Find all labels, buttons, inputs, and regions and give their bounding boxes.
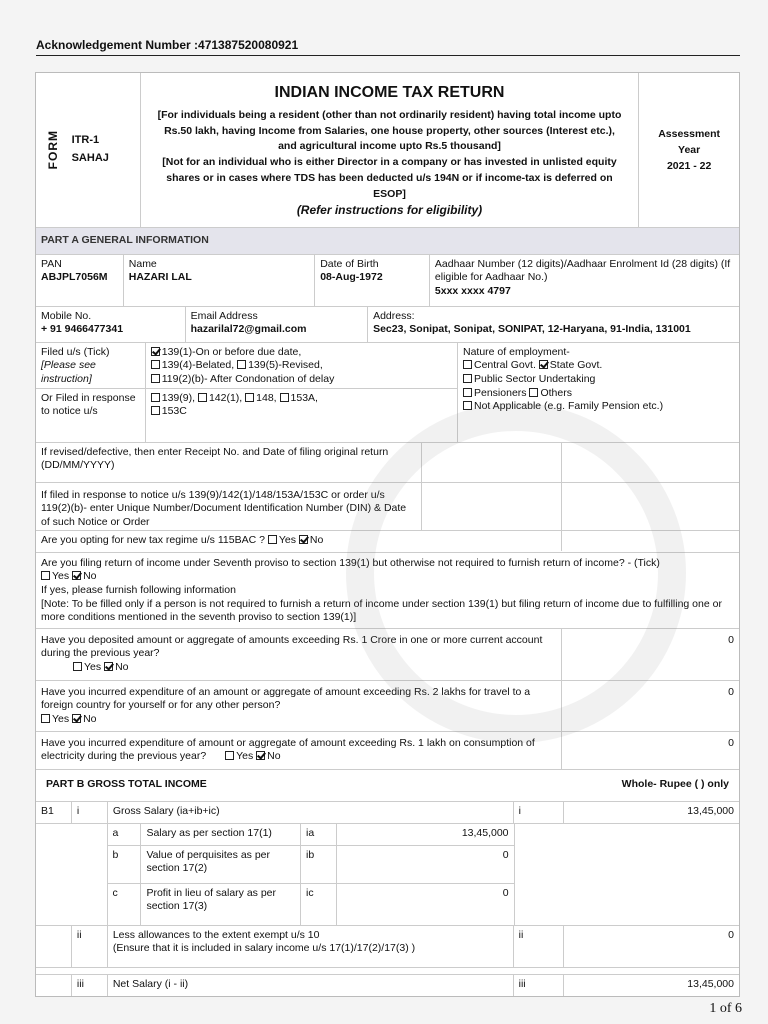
pan-value: ABJPL7056M bbox=[41, 271, 108, 284]
form-title: INDIAN INCOME TAX RETURN bbox=[274, 84, 505, 101]
yes-label: Yes bbox=[84, 660, 102, 673]
seventh-proviso-row bbox=[36, 553, 739, 629]
aadhaar-value: 5xxx xxxx 4797 bbox=[434, 284, 511, 297]
perquisites-value: 0 bbox=[502, 848, 509, 861]
seventh-no-checkbox[interactable] bbox=[72, 571, 81, 580]
travel-row bbox=[36, 681, 739, 732]
employment-label: Nature of employment- bbox=[463, 345, 570, 358]
mobile-label: Mobile No. bbox=[41, 309, 92, 322]
electricity-no-checkbox[interactable] bbox=[256, 751, 265, 760]
opt-label: 139(9), bbox=[161, 391, 196, 404]
no-label: No bbox=[83, 712, 97, 725]
notice-question: If filed in response to notice u/s 139(9)/142(1)/148/153A/153C or order u/s 119(2)(b)- enter Unique Number/Document Identification Number (DIN) & Date of such Notice or Order bbox=[36, 483, 422, 530]
deposit-amount: 0 bbox=[728, 633, 734, 646]
opt-label: Central Govt. bbox=[474, 359, 536, 372]
perquisites-label: Value of perquisites as per section 17(2) bbox=[141, 846, 301, 883]
row-roman: iii bbox=[72, 975, 108, 996]
checkbox-153a[interactable] bbox=[280, 393, 289, 402]
opt-label: Public Sector Undertaking bbox=[474, 372, 596, 385]
filed-label: Filed u/s (Tick) bbox=[41, 345, 110, 358]
seventh-question: Are you filing return of income under Seventh proviso to section 139(1) but otherwise not required to furnish return of income? - (Tick) bbox=[41, 556, 660, 569]
checkbox-psu[interactable] bbox=[463, 374, 472, 383]
address-value: Sec23, Sonipat, Sonipat, SONIPAT, 12-Haryana, 91-India, 131001 bbox=[373, 323, 691, 336]
notice-label: Or Filed in response to notice u/s bbox=[36, 389, 146, 442]
b1-code: B1 bbox=[36, 802, 72, 823]
name-value: HAZARI LAL bbox=[128, 271, 192, 284]
travel-no-checkbox[interactable] bbox=[72, 714, 81, 723]
deposit-yes-checkbox[interactable] bbox=[73, 662, 82, 671]
gross-salary-value: 13,45,000 bbox=[687, 804, 734, 817]
allowances-value: 0 bbox=[728, 928, 734, 941]
sub-b: b bbox=[108, 846, 142, 883]
row-roman: i bbox=[72, 802, 108, 823]
no-label: No bbox=[83, 570, 97, 583]
opt-label: 119(2)(b)- After Condonation of delay bbox=[161, 372, 335, 385]
regime-row bbox=[36, 531, 739, 553]
divider bbox=[36, 55, 740, 56]
opt-label: Not Applicable (e.g. Family Pension etc.) bbox=[474, 400, 664, 413]
title-row bbox=[36, 73, 739, 228]
allowances-note: (Ensure that it is included in salary income u/s 17(1)/17(2)/17(3) ) bbox=[112, 942, 416, 955]
itr-form bbox=[35, 72, 740, 997]
code-ic: ic bbox=[301, 884, 337, 925]
receipt-no-field[interactable] bbox=[422, 443, 563, 482]
checkbox-139-4[interactable] bbox=[151, 360, 160, 369]
ay-label-1: Assessment bbox=[658, 127, 721, 140]
allowances-label: Less allowances to the extent exempt u/s 10 bbox=[112, 928, 320, 941]
name-label: Name bbox=[128, 257, 157, 270]
travel-yes-checkbox[interactable] bbox=[41, 714, 50, 723]
din-field[interactable] bbox=[422, 483, 563, 530]
regime-yes-checkbox[interactable] bbox=[268, 535, 277, 544]
deposit-question: Have you deposited amount or aggregate of amounts exceeding Rs. 1 Crore in one or more current account during the previous year? bbox=[41, 633, 543, 660]
net-salary-label: Net Salary (i - ii) bbox=[108, 975, 514, 996]
profit-lieu-value: 0 bbox=[502, 886, 509, 899]
regime-no-checkbox[interactable] bbox=[299, 535, 308, 544]
email-value: hazarilal72@gmail.com bbox=[190, 323, 307, 336]
b1-allowances-row bbox=[36, 926, 739, 968]
form-name: SAHAJ bbox=[71, 152, 109, 164]
row-code: ii bbox=[514, 926, 564, 967]
form-word: FORM bbox=[46, 130, 60, 170]
checkbox-139-1[interactable] bbox=[151, 347, 160, 356]
yes-label: Yes bbox=[278, 534, 296, 547]
opt-label: 139(5)-Revised, bbox=[248, 359, 323, 372]
ack-value: 471387520080921 bbox=[198, 38, 299, 52]
email-label: Email Address bbox=[190, 309, 258, 322]
regime-question: Are you opting for new tax regime u/s 115BAC ? bbox=[41, 534, 265, 547]
identity-row bbox=[36, 255, 739, 307]
mobile-value: + 91 9466477341 bbox=[41, 323, 124, 336]
sub-c: c bbox=[108, 884, 142, 925]
notice-row bbox=[36, 483, 739, 531]
b1-gross-row bbox=[36, 802, 739, 824]
contact-row bbox=[36, 307, 739, 343]
deposit-row bbox=[36, 629, 739, 681]
opt-label: Pensioners bbox=[474, 386, 527, 399]
deposit-no-checkbox[interactable] bbox=[104, 662, 113, 671]
opt-label: 139(4)-Belated, bbox=[161, 359, 235, 372]
opt-label: 153C bbox=[161, 405, 187, 418]
part-b-heading-row bbox=[36, 770, 739, 802]
checkbox-119-2b[interactable] bbox=[151, 374, 160, 383]
opt-label: 142(1), bbox=[208, 391, 243, 404]
checkbox-139-9[interactable] bbox=[151, 393, 160, 402]
salary-17-1-label: Salary as per section 17(1) bbox=[141, 824, 301, 845]
ay-label-2: Year bbox=[678, 143, 701, 156]
address-label: Address: bbox=[373, 309, 415, 322]
salary-17-1-value: 13,45,000 bbox=[461, 826, 509, 839]
page-number: 1 of 6 bbox=[709, 1001, 742, 1016]
opt-label: State Govt. bbox=[549, 359, 603, 372]
b1-net-salary-row bbox=[36, 974, 739, 996]
electricity-amount: 0 bbox=[728, 736, 734, 749]
assessment-year: 2021 - 22 bbox=[666, 160, 712, 173]
seventh-note: [Note: To be filled only if a person is not required to furnish a return of income under section 139(1) but filing return of income due to fulfilling one or more conditions mentioned in the seventh proviso to section 139(1)] bbox=[41, 597, 722, 624]
aadhaar-label: Aadhaar Number (12 digits)/Aadhaar Enrolment Id (28 digits) (If eligible for Aadhaar No.) bbox=[434, 257, 731, 284]
travel-amount: 0 bbox=[728, 685, 734, 698]
salary-breakup bbox=[36, 824, 739, 926]
form-code: ITR-1 bbox=[71, 134, 100, 147]
checkbox-148[interactable] bbox=[245, 393, 254, 402]
filed-note: [Please see instruction] bbox=[41, 359, 96, 385]
code-ib: ib bbox=[301, 846, 337, 883]
pan-label: PAN bbox=[41, 257, 62, 270]
profit-lieu-label: Profit in lieu of salary as per section 17(3) bbox=[141, 884, 301, 925]
opt-label: 153A, bbox=[290, 391, 318, 404]
gross-salary-label: Gross Salary (ia+ib+ic) bbox=[108, 802, 514, 823]
travel-question: Have you incurred expenditure of an amount or aggregate of amount exceeding Rs. 2 lakhs for travel to a foreign country for yourself or for any other person? bbox=[41, 685, 531, 712]
eligibility-note: (Refer instructions for eligibility) bbox=[296, 203, 483, 218]
acknowledgement-number bbox=[36, 38, 298, 54]
checkbox-central-govt[interactable] bbox=[463, 360, 472, 369]
yes-label: Yes bbox=[52, 570, 70, 583]
filing-date-field[interactable] bbox=[562, 443, 739, 482]
row-code: iii bbox=[514, 975, 564, 996]
no-label: No bbox=[115, 660, 129, 673]
opt-label: 148, bbox=[256, 391, 277, 404]
checkbox-pensioners[interactable] bbox=[463, 388, 472, 397]
checkbox-153c[interactable] bbox=[151, 406, 160, 415]
checkbox-139-5[interactable] bbox=[237, 360, 246, 369]
opt-label: 139(1)-On or before due date, bbox=[161, 345, 302, 358]
checkbox-not-applicable[interactable] bbox=[463, 401, 472, 410]
notice-date-field[interactable] bbox=[562, 483, 739, 530]
yes-label: Yes bbox=[52, 712, 70, 725]
checkbox-others[interactable] bbox=[529, 388, 538, 397]
no-label: No bbox=[267, 750, 281, 763]
no-label: No bbox=[309, 534, 324, 547]
net-salary-value: 13,45,000 bbox=[687, 977, 734, 990]
opt-label: Others bbox=[540, 386, 572, 399]
part-b-heading: PART B GROSS TOTAL INCOME bbox=[46, 778, 207, 791]
electricity-yes-checkbox[interactable] bbox=[225, 751, 234, 760]
filing-row bbox=[36, 343, 739, 443]
part-a-heading: PART A GENERAL INFORMATION bbox=[36, 228, 739, 255]
electricity-question: Have you incurred expenditure of amount or aggregate of amount exceeding Rs. 1 lakh on consumption of electricity during the previous year? bbox=[41, 736, 535, 763]
seventh-yes-checkbox[interactable] bbox=[41, 571, 50, 580]
electricity-row bbox=[36, 732, 739, 770]
rupee-unit: Whole- Rupee ( ) only bbox=[621, 778, 729, 791]
ack-label: Acknowledgement Number : bbox=[36, 38, 199, 52]
yes-label: Yes bbox=[236, 750, 254, 763]
row-roman: ii bbox=[72, 926, 108, 967]
dob-value: 08-Aug-1972 bbox=[320, 271, 383, 284]
dob-label: Date of Birth bbox=[320, 257, 379, 270]
row-code: i bbox=[514, 802, 564, 823]
revised-row bbox=[36, 443, 739, 483]
sub-a: a bbox=[108, 824, 142, 845]
checkbox-state-govt[interactable] bbox=[539, 360, 548, 369]
form-desc-1: [For individuals being a resident (other than not ordinarily resident) having total income upto Rs.50 lakh, having Income from Salaries, one house property, other sources (Interest etc.), and agricultural income upto Rs.5 thousand] bbox=[157, 108, 622, 153]
seventh-if-yes: If yes, please furnish following information bbox=[41, 583, 236, 596]
code-ia: ia bbox=[301, 824, 337, 845]
revised-question: If revised/defective, then enter Receipt No. and Date of filing original return (DD/MM/YYYY) bbox=[36, 443, 422, 482]
form-desc-2: [Not for an individual who is either Director in a company or has invested in unlisted equity shares or in cases where TDS has been deducted u/s 194N or if income-tax is deferred on ESOP] bbox=[162, 156, 617, 200]
checkbox-142-1[interactable] bbox=[198, 393, 207, 402]
